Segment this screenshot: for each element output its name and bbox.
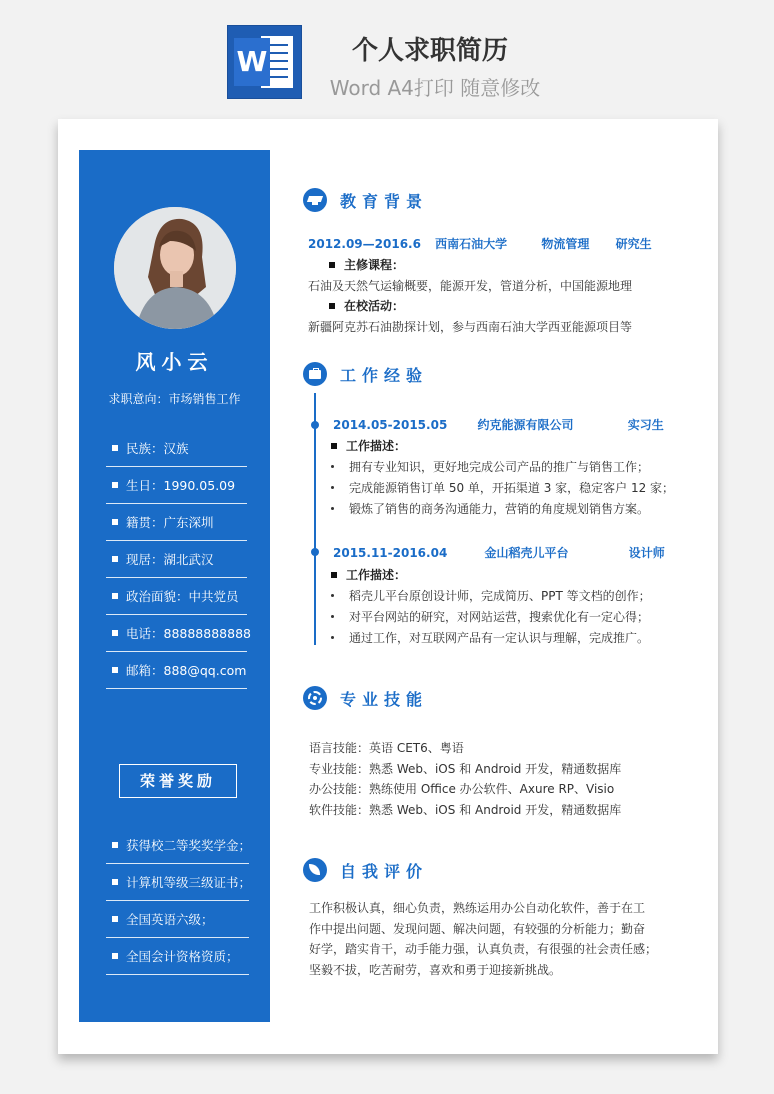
info-text: 民族：汉族 (126, 441, 189, 456)
job-role: 设计师 (628, 546, 665, 560)
bullet-icon (112, 556, 118, 562)
personal-info-list (106, 430, 251, 689)
skill-item: 办公技能：熟练使用 Office 办公软件、Axure RP、Visio (309, 782, 615, 796)
edu-major: 物流管理 (541, 237, 590, 251)
job-role: 实习生 (627, 418, 664, 432)
skills-heading (303, 686, 428, 710)
edu-school: 西南石油大学 (435, 237, 508, 251)
candidate-name: 风小云 (135, 350, 214, 374)
evaluation-line: 坚毅不拔，吃苦耐劳，喜欢和勇于迎接新挑战。 (309, 962, 562, 977)
bullet-icon (112, 519, 118, 525)
bullet-icon (112, 667, 118, 673)
bullet-icon (112, 482, 118, 488)
job-2-item: 稻壳儿平台原创设计师，完成简历、PPT 等文档的创作； (331, 587, 651, 604)
work-heading (303, 362, 428, 386)
section-title: 工作经验 (340, 365, 429, 385)
award-item (106, 901, 249, 938)
job-2-item: 对平台网站的研究，对网站运营，搜索优化有一定心得； (331, 608, 649, 625)
sidebar (79, 150, 270, 1022)
resume-page (58, 119, 718, 1054)
avatar (114, 207, 236, 329)
timeline-dot (311, 548, 319, 556)
education-summary (308, 235, 652, 252)
education-heading (303, 188, 428, 212)
briefcase-icon (303, 362, 327, 386)
word-letter: W (234, 38, 270, 86)
info-text: 政治面貌：中共党员 (126, 589, 239, 604)
bullet-icon (112, 630, 118, 636)
info-text: 邮箱：888@qq.com (126, 663, 247, 678)
leaf-icon (303, 858, 327, 882)
info-item-birthday (106, 467, 247, 504)
bullet-icon (331, 443, 337, 449)
award-text: 全国会计资格资质； (126, 949, 239, 964)
bullet-icon (329, 303, 335, 309)
info-text: 电话：88888888888 (126, 626, 251, 641)
job-1-item: 锻炼了销售的商务沟通能力，营销的角度规划销售方案。 (331, 500, 649, 517)
edu-degree: 研究生 (615, 237, 652, 251)
page-subtitle: Word A4打印 随意修改 (329, 76, 541, 100)
job-2-desc-label: 工作描述： (331, 566, 406, 583)
courses-text: 石油及天然气运输概要，能源开发，管道分析，中国能源地理 (308, 279, 633, 293)
bullet-icon (112, 593, 118, 599)
bullet-icon (112, 916, 118, 922)
skill-item: 软件技能：熟悉 Web、iOS 和 Android 开发，精通数据库 (309, 803, 622, 817)
job-intent: 求职意向：市场销售工作 (108, 392, 241, 406)
info-item-hometown (106, 504, 247, 541)
gear-icon (303, 686, 327, 710)
section-title: 自我评价 (340, 861, 429, 881)
bullet-icon (331, 572, 337, 578)
info-text: 生日：1990.05.09 (126, 478, 236, 493)
bullet-icon (112, 953, 118, 959)
activities-label: 在校活动： (329, 297, 404, 314)
graduation-cap-icon (303, 188, 327, 212)
award-text: 计算机等级三级证书； (126, 875, 252, 890)
skill-item: 语言技能：英语 CET6、粤语 (309, 741, 464, 755)
skill-item: 专业技能：熟悉 Web、iOS 和 Android 开发，精通数据库 (309, 762, 622, 776)
info-text: 籍贯：广东深圳 (126, 515, 214, 530)
job-company: 约克能源有限公司 (477, 418, 574, 432)
info-item-residence (106, 541, 247, 578)
bullet-icon (329, 262, 335, 268)
job-1-item: 完成能源销售订单 50 单，开拓渠道 3 家，稳定客户 12 家； (331, 479, 674, 496)
info-item-ethnicity (106, 430, 247, 467)
courses-label: 主修课程： (329, 256, 404, 273)
timeline-line (314, 393, 316, 645)
evaluation-text (309, 898, 657, 980)
info-item-political (106, 578, 247, 615)
evaluation-heading (303, 858, 428, 882)
job-period: 2014.05-2015.05 (333, 418, 448, 432)
page-title: 个人求职简历 (351, 36, 508, 66)
award-text: 全国英语六级； (126, 912, 214, 927)
activities-text: 新疆阿克苏石油勘探计划，参与西南石油大学西亚能源项目等 (308, 320, 633, 334)
award-item (106, 827, 252, 864)
bullet-icon (112, 879, 118, 885)
section-title: 教育背景 (340, 191, 429, 211)
info-item-email (106, 652, 247, 689)
bullet-icon (112, 445, 118, 451)
awards-list (106, 827, 252, 975)
info-text: 现居：湖北武汉 (126, 552, 214, 567)
edu-period: 2012.09—2016.6 (308, 237, 421, 251)
job-2-summary (333, 544, 665, 561)
job-company: 金山稻壳儿平台 (484, 546, 569, 560)
job-1-item: 拥有专业知识，更好地完成公司产品的推广与销售工作； (331, 458, 649, 475)
awards-heading: 荣誉奖励 (119, 764, 237, 798)
job-period: 2015.11-2016.04 (333, 546, 448, 560)
job-2-item: 通过工作，对互联网产品有一定认识与理解，完成推广。 (331, 629, 649, 646)
evaluation-line: 工作积极认真，细心负责，熟练运用办公自动化软件，善于在工 (309, 901, 646, 915)
job-1-summary (333, 416, 664, 433)
award-item (106, 864, 252, 901)
evaluation-line: 好学，踏实肯干，动手能力强，认真负责，有很强的社会责任感； (309, 942, 658, 956)
job-1-desc-label: 工作描述： (331, 437, 406, 454)
award-text: 获得校二等奖奖学金； (126, 838, 252, 853)
section-title: 专业技能 (340, 689, 429, 709)
bullet-icon (112, 842, 118, 848)
timeline-dot (311, 421, 319, 429)
word-icon (227, 25, 302, 99)
info-item-phone (106, 615, 251, 652)
evaluation-line: 作中提出问题、发现问题、解决问题，有较强的分析能力；勤奋 (309, 921, 646, 936)
award-item (106, 938, 249, 975)
